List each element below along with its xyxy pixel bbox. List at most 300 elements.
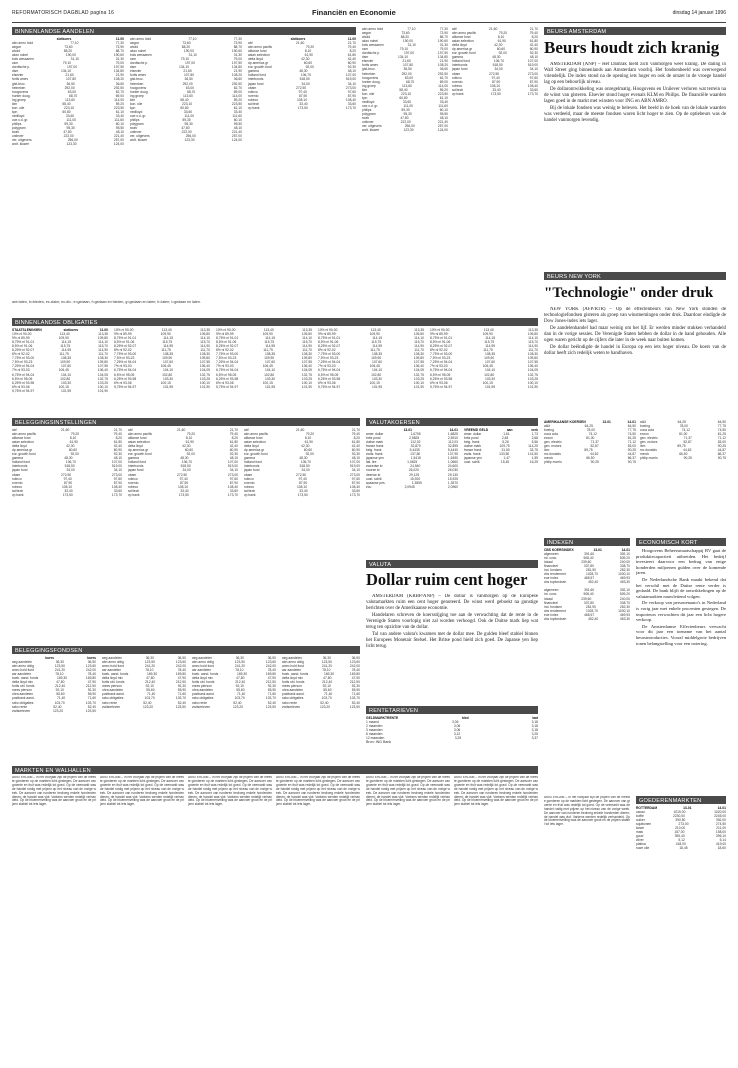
instellingen-list-2 xyxy=(128,428,238,640)
table-row: klm 58,40 59,20 xyxy=(130,97,242,102)
table-row: dp america gr 60,60 60,90 xyxy=(248,61,356,66)
obligaties-table-5 xyxy=(430,328,538,412)
table-row: philips 59,30 60,10 xyxy=(362,107,448,112)
table-row: gen. electric 71,37 71,12 xyxy=(544,440,636,445)
table-row: belg. frank 5,4435 5,4440 xyxy=(366,448,458,453)
table-row: coca cola 74,12 74,50 xyxy=(544,432,636,437)
markten-text-6: AMSTERDAM – In het voorjaar zijn de prijzen van de meeste goederen op de markten licht gestegen. De aanvoer van groente en fruit was redelijk tot goed. Op de veemarkt was de handel rustig met prijzen op het niveau van de vorige week. De aanvoer van runderen bedroeg enkele honderden dieren; de handel was vlot. Varkens werden redelijk verhandeld. Op de bloemenveiling was de aanvoer groot en de prijzen stabiel tot iets lager. xyxy=(454,776,538,807)
table-row: aegon 73,60 73,90 xyxy=(12,45,124,50)
table-row: dsm 134,10 134,80 xyxy=(362,55,448,60)
table-row: bols wessanen 31,10 31,30 xyxy=(12,57,124,62)
table-row: japan fund 34,00 34,10 xyxy=(128,468,238,473)
table-row: 7,25% nl 94-04 107,60 107,55 xyxy=(430,360,538,365)
table-row: interbonds 518,50 519,00 xyxy=(452,63,538,68)
table-row: elsevier 21,60 21,90 xyxy=(12,73,124,78)
table-row: ahold 88,20 88,70 xyxy=(362,35,448,40)
table-row: holland fund 106,70 107,00 xyxy=(12,460,122,465)
section-bar-amsterdam: BEURS AMSTERDAM xyxy=(544,27,726,35)
table-row: obam 272,50 273,00 xyxy=(248,85,356,90)
table-row: 8,75% nl 91-01 114,15 114,10 xyxy=(216,336,312,341)
table-row: wolt. kluwer 123,30 124,00 xyxy=(12,142,124,147)
table-row: 9% nl 89-99 109,90 109,80 xyxy=(12,336,108,341)
table-header: STAATSLENINGEN slotkoers 11.00 xyxy=(12,328,108,332)
table-row: zwitserleven 123,20 123,50 xyxy=(282,704,360,709)
table-row: 6,75% nl 94-04 104,10 104,05 xyxy=(430,368,538,373)
table-row: zwitserleven 123,20 123,50 xyxy=(192,704,276,709)
table-row: 8,25% nl 92-07 114,95 114,90 xyxy=(114,344,210,349)
table-row: financieel 337,80 338,70 xyxy=(544,564,630,569)
aandelen-table xyxy=(12,37,124,295)
table-row: stork 47,80 48,10 xyxy=(12,130,124,135)
table-row: rorento 87,90 87,90 xyxy=(244,480,360,485)
goederen-table xyxy=(636,806,726,1058)
table-row: 6% nl 93-06 100,15 100,10 xyxy=(114,380,210,385)
table-row: ing groep 113,60 114,00 xyxy=(362,83,448,88)
table-row: ahold 88,20 88,70 xyxy=(12,49,124,54)
instellingen-list xyxy=(12,428,122,640)
table-row: gamma 48,30 48,10 xyxy=(12,456,122,461)
table-row: amro hold fund 241,20 242,00 xyxy=(102,664,186,669)
table-row: japan fund 34,00 34,10 xyxy=(248,81,356,86)
table-row: 8,25% nl 92-07 114,95 114,90 xyxy=(318,344,424,349)
table-row: delta lloyd mix 47,80 47,90 xyxy=(12,680,96,685)
table-row: stork 47,80 48,10 xyxy=(362,116,448,121)
table-row: zwits. frank 133,50 141,50 xyxy=(464,452,538,457)
table-row: 8,75% nl 91-01 114,15 114,10 xyxy=(114,336,210,341)
table-row: 6% nl 93-06 100,15 100,10 xyxy=(12,384,108,389)
table-row: 7% nl 93-03 106,45 106,40 xyxy=(318,364,424,369)
table-row: deense kr 29,125 29,130 xyxy=(366,472,458,477)
table-row: 8,75% nl 91-01 114,15 114,10 xyxy=(12,340,108,345)
table-row: boek. aand. fonds 169,30 169,80 xyxy=(282,672,360,677)
table-row: interbonds 518,50 519,00 xyxy=(244,464,360,469)
table-row: 3 maanden 3,06 3,18 xyxy=(366,728,538,733)
table-row: unilever 222,00 221,40 xyxy=(362,120,448,125)
table-row: japan fund 34,00 34,10 xyxy=(244,468,360,473)
table-row: 5,75% nl 94-97 101,95 101,90 xyxy=(430,384,538,389)
table-row: delta lloyd 42,30 42,40 xyxy=(128,444,238,449)
table-header: CBS KOERSINDEX 13-01 14-01 xyxy=(544,548,630,552)
table-row: gamma 48,30 48,10 xyxy=(244,456,360,461)
table-row: dordtsche p. 197,00 197,50 xyxy=(362,51,448,56)
table-row: interbonds 518,50 519,00 xyxy=(128,464,238,469)
table-row: 7,25% nl 94-04 107,60 107,55 xyxy=(318,360,424,365)
instellingen-list-3 xyxy=(244,428,360,640)
table-row: hoogovens 63,00 62,70 xyxy=(362,75,448,80)
table-row: 6,25% nl 93-98 103,30 103,25 xyxy=(318,376,424,381)
table-row: fortis amev 107,80 108,20 xyxy=(12,77,124,82)
table-row: mc donalds 44,62 44,87 xyxy=(640,448,726,453)
table-row: 6,25% nl 93-98 103,30 103,25 xyxy=(216,376,312,381)
table-row: ohra aandelen 55,60 55,90 xyxy=(282,688,360,693)
table-row: ver. uitgevers 256,00 257,00 xyxy=(362,124,448,129)
amerikaanse-koersen xyxy=(544,420,636,532)
table-row: 8,5% nl 91-06 115,75 115,70 xyxy=(318,340,424,345)
table-row: aeg aandelen 36,30 36,50 xyxy=(12,660,96,665)
article-technologie: NEW YORK (AFP/RTR) – Op de effectenbeurs van New York stonden de technologiefondsen gisteren als groep van winstnemingen onder druk. Daardoor eindigde de Dow Jones-index iets lager. De aandelenhandel had maar weinig om het lijf. Er werden minder stukken verhandeld dan in de vorige sessies. De Verenigde Staten hebben de dollar in de hand gehouden. Alle ogen waren gericht op de cijfers die later in de week naar buiten komen. De dollar beëindigde de handel in Europa op een iets hoger niveau. De koers van de dollar heeft zich redelijk weten te handhaven. xyxy=(544,307,726,356)
section-bar-newyork: BEURS NEW YORK xyxy=(544,272,726,280)
table-row: vp bank 173,50 173,70 xyxy=(12,492,122,497)
table-row: 6,5% nl 95-05 102,80 102,75 xyxy=(12,376,108,381)
table-row: rolinco 97,40 97,60 xyxy=(244,476,360,481)
table-row: 8,75% nl 91-01 114,15 114,10 xyxy=(430,336,538,341)
table-row: 6,25% nl 93-98 103,30 103,25 xyxy=(430,376,538,381)
table-row: 6,75% nl 94-04 104,10 104,05 xyxy=(12,372,108,377)
table-row: cbs topfondsen 452,40 453,30 xyxy=(544,580,630,585)
table-row: abn amro hold 77,10 77,30 xyxy=(362,27,448,31)
table-row: obam 272,50 273,00 xyxy=(244,472,360,477)
table-row: rolinco 97,40 97,60 xyxy=(128,476,238,481)
table-row: noorse kr 26,020 26,030 xyxy=(366,468,458,473)
table-row: aegon 73,60 73,90 xyxy=(362,31,448,36)
table-row: amro hold fund 241,20 242,00 xyxy=(12,668,96,673)
table-row: nedlloyd 33,60 33,40 xyxy=(12,113,124,118)
table-row: sci/tech 33,40 33,60 xyxy=(244,488,360,493)
table-row: abf 21,60 21,70 xyxy=(12,428,122,432)
table-row: dp america gr 60,60 60,90 xyxy=(244,448,360,453)
table-row: ibm 89,75 90,25 xyxy=(544,448,636,453)
table-row: ohra aandelen 55,60 55,90 xyxy=(192,688,276,693)
table-row: tarwe 210,00 211,00 xyxy=(636,826,726,831)
table-row: 9% nl 89-99 109,90 109,80 xyxy=(114,332,210,337)
table-row: cbs topfondsen 452,40 453,30 xyxy=(544,616,630,621)
table-row: oce-v.d. gr. 111,00 111,60 xyxy=(362,103,448,108)
table-row: holland fund 106,70 107,00 xyxy=(248,73,356,78)
table-row: hoogovens 63,00 62,70 xyxy=(12,89,124,94)
table-row: 8,75% nl 91-01 114,15 114,10 xyxy=(318,336,424,341)
table-header: VREEMD GELD aan verk xyxy=(464,428,538,432)
table-row: rabo obligaties 103,70 103,70 xyxy=(282,696,360,701)
table-row: 5,75% nl 94-97 101,95 101,90 xyxy=(216,384,312,389)
table-row: asian selection 61,90 61,80 xyxy=(244,440,360,445)
table-row: 7% nl 93-03 106,45 106,40 xyxy=(12,368,108,373)
table-row: 8% nl 92-02 111,75 111,70 xyxy=(318,348,424,353)
table-row: amro hold fund 241,20 242,00 xyxy=(192,664,276,669)
rente-table xyxy=(366,716,538,766)
table-row: postbank aand. 71,40 71,60 xyxy=(102,692,186,697)
section-bar-valutakoersen: VALUTAKOERSEN xyxy=(366,418,538,426)
table-row: lokaal 239,60 240,00 xyxy=(544,596,630,601)
table-row: 10% nl 90-00 113,40 113,35 xyxy=(12,332,108,337)
issue-date: dinsdag 14 januari 1996 xyxy=(672,10,726,16)
table-row: 10% nl 90-00 113,40 113,35 xyxy=(216,328,312,332)
table-row: 6,5% nl 95-05 102,80 102,75 xyxy=(318,372,424,377)
table-row: eur. growth fund 92,00 92,30 xyxy=(452,51,538,56)
table-row: ver. uitgevers 256,00 257,00 xyxy=(130,134,242,139)
table-row: elsevier 21,60 21,90 xyxy=(362,59,448,64)
table-row: 7,75% nl 93-00 108,35 108,30 xyxy=(12,356,108,361)
aandelen-table-2 xyxy=(130,37,242,295)
table-row: abn amro oblig 123,50 123,60 xyxy=(102,660,186,665)
table-row: platina 418,00 419,00 xyxy=(636,842,726,847)
table-row: ohra aandelen 55,60 55,90 xyxy=(12,692,96,697)
table-row: 7,75% nl 93-00 108,35 108,30 xyxy=(216,352,312,357)
table-row: gamma 48,30 48,10 xyxy=(248,69,356,74)
section-bar-goederen: GOEDERENMARKTEN xyxy=(636,796,726,804)
table-row: 8,25% nl 92-07 114,95 114,90 xyxy=(216,344,312,349)
table-row: cbs rendement 1028,70 1030,10 xyxy=(544,608,630,613)
table-row: rabo rente 52,40 52,40 xyxy=(12,704,96,709)
table-row: hunter doug. 68,70 69,00 xyxy=(362,79,448,84)
obligaties-table-4 xyxy=(318,328,424,412)
header-rule xyxy=(12,22,726,23)
table-row: int. conc. 508,40 509,20 xyxy=(544,556,630,561)
table-row: 6 maanden 3,12 3,25 xyxy=(366,732,538,737)
markten-text-1: AMSTERDAM – In het voorjaar zijn de prijzen van de meeste goederen op de markten licht gestegen. De aanvoer van groente en fruit was redelijk tot goed. Op de veemarkt was de handel rustig met prijzen op het niveau van de vorige week. De aanvoer van runderen bedroeg enkele honderden dieren; de handel was vlot. Varkens werden redelijk verhandeld. Op de bloemenveiling was de aanvoer groot en de prijzen stabiel tot iets lager. xyxy=(12,776,96,807)
table-row: philips 59,30 60,10 xyxy=(130,117,242,122)
table-row: rabo obligaties 103,70 103,70 xyxy=(192,696,276,701)
table-row: abf 21,60 21,70 xyxy=(248,41,356,46)
vreemd-geld-table xyxy=(464,428,538,556)
instellingen-table xyxy=(248,37,356,295)
table-row: eur. growth fund 92,00 92,30 xyxy=(248,65,356,70)
table-row: interbonds 518,50 519,00 xyxy=(12,464,122,469)
table-row: ver. uitgevers 256,00 257,00 xyxy=(12,138,124,143)
table-row: 5,75% nl 94-97 101,95 101,90 xyxy=(318,384,424,389)
table-row: 7% nl 93-03 106,45 106,40 xyxy=(216,364,312,369)
table-row: 6,5% nl 95-05 102,80 102,75 xyxy=(216,372,312,377)
table-row: alliance fund 8,10 8,20 xyxy=(128,436,238,441)
table-row: gist-broc. 36,50 36,60 xyxy=(362,67,448,72)
table-row: heineken 292,00 292,50 xyxy=(130,81,242,86)
table-row: 6% nl 93-06 100,15 100,10 xyxy=(430,380,538,385)
article-kranig: AMSTERDAM (ANP) – Het Damrak hield zich vanmorgen weer kranig. De daling in Wall Street ging binnenlands aan Amsterdam voorbij. Het fondsenbeeld was overwegend vriendelijk. De index stond na de opening iets hoger en ook de omzet in de vroege handel lag op een behoorlijk niveau. De dollarontwikkeling was onregelmatig. Hoogovens en Unilever verloren wat terrein na de winst van gisteren. Elsevier stond hoger evenals KLM en Philips. De financiële waarden lagen goed in de markt met winsten voor ING en ABN AMRO. Bij de lokale fondsen was weinig te beleven. Het beeld in de hoek van de lokale waarden was verdeeld, maar de meeste fondsen waren licht hoger te zien. Op de optiebeurs was de handel vanmorgen levendig. xyxy=(544,62,726,123)
table-row: abn amro hold 77,10 77,30 xyxy=(12,41,124,46)
table-row: duitse mark 109,75 114,25 xyxy=(464,444,538,449)
table-row: cacao 1015,00 1020,00 xyxy=(636,810,726,815)
table-row: algemeen 391,60 392,10 xyxy=(544,552,630,557)
table-row: abn amro pacific 79,20 79,40 xyxy=(244,432,360,437)
table-row: suiker 390,50 392,00 xyxy=(636,818,726,823)
headline-kranig: Beurs houdt zich kranig xyxy=(544,38,720,57)
table-row: zilver 5,12 5,14 xyxy=(636,838,726,843)
table-row: ruwe olie 18,45 18,60 xyxy=(636,846,726,851)
table-row: wolt. kluwer 123,30 124,00 xyxy=(362,128,448,133)
table-row: oost. schill. 15,920 15,925 xyxy=(366,476,458,481)
table-row: csm 79,10 79,00 xyxy=(130,57,242,62)
table-row: abn amro oblig 123,50 123,60 xyxy=(192,660,276,665)
section-bar-indexen: INDEXEN xyxy=(544,538,630,546)
table-row: fortis amev 107,80 108,20 xyxy=(362,63,448,68)
table-row: sci/tech 33,40 33,60 xyxy=(248,101,356,106)
table-row: koffie 2230,00 2245,00 xyxy=(636,814,726,819)
table-row: 7,75% nl 93-00 108,35 108,30 xyxy=(430,352,538,357)
table-row: lokaal 239,60 240,00 xyxy=(544,560,630,565)
table-row: unilever 222,00 221,40 xyxy=(12,134,124,139)
table-header: slotkoers 11.00 xyxy=(290,37,356,41)
table-row: heineken 292,00 292,50 xyxy=(12,85,124,90)
table-row: 8,25% nl 92-07 114,95 114,90 xyxy=(430,344,538,349)
table-row: boeing 78,00 77,75 xyxy=(640,424,726,429)
table-row: rabo rente 52,40 52,40 xyxy=(102,700,186,705)
table-row: 7,5% nl 93-23 109,90 109,80 xyxy=(216,356,312,361)
table-row: delta lloyd mix 47,80 47,90 xyxy=(192,676,276,681)
table-row: obam 272,50 273,00 xyxy=(452,71,538,76)
table-row: 8,5% nl 91-06 115,75 115,70 xyxy=(12,344,108,349)
table-row: kpn 60,80 61,10 xyxy=(12,109,124,114)
table-row: 5,75% nl 94-97 101,95 101,90 xyxy=(114,384,210,389)
table-row: alliance fund 8,10 8,20 xyxy=(452,35,538,40)
table-row: 6,5% nl 95-05 102,80 102,75 xyxy=(114,372,210,377)
table-row: 7,75% nl 93-00 108,35 108,30 xyxy=(318,352,424,357)
table-row: 6,75% nl 94-04 104,10 104,05 xyxy=(216,368,312,373)
table-row: 7,5% nl 93-23 109,90 109,80 xyxy=(430,356,538,361)
table-row: csm 79,10 79,00 xyxy=(12,61,124,66)
table-row: dsm 134,10 134,80 xyxy=(130,65,242,70)
table-row: bols wessanen 31,10 31,30 xyxy=(362,43,448,48)
rente-source: Bron: ING Bank xyxy=(366,740,392,745)
table-row: asian selection 61,90 61,80 xyxy=(452,39,538,44)
markten-text-4: AMSTERDAM – In het voorjaar zijn de prijzen van de meeste goederen op de markten licht gestegen. De aanvoer van groente en fruit was redelijk tot goed. Op de veemarkt was de handel rustig met prijzen op het niveau van de vorige week. De aanvoer van runderen bedroeg enkele honderden dieren; de handel was vlot. Varkens werden redelijk verhandeld. Op de bloemenveiling was de aanvoer groot en de prijzen stabiel tot iets lager. xyxy=(276,776,360,807)
fondsen-table-3 xyxy=(192,656,276,760)
table-row: coca cola 74,12 74,50 xyxy=(640,428,726,433)
table-row: asr aandelen 78,10 78,40 xyxy=(12,672,96,677)
table-row: rorento 87,90 87,90 xyxy=(452,79,538,84)
table-header: 13-01 14-01 xyxy=(403,428,458,432)
table-row: amer. dollar 1,61 1,73 xyxy=(464,432,538,437)
table-row: cbs rendement 1028,70 1030,10 xyxy=(544,572,630,577)
table-row: int. conc. 508,40 509,20 xyxy=(544,592,630,597)
table-row: financieel 337,80 338,70 xyxy=(544,600,630,605)
table-row: 7,5% nl 93-23 109,90 109,80 xyxy=(12,360,108,365)
table-row: polygram 95,30 95,50 xyxy=(362,111,448,116)
table-row: 8,5% nl 91-06 115,75 115,70 xyxy=(216,340,312,345)
table-row: alliance fund 8,10 8,20 xyxy=(12,436,122,441)
table-row: oce-v.d. gr. 111,00 111,60 xyxy=(12,117,124,122)
table-row: robeco 108,10 108,40 xyxy=(452,83,538,88)
table-row: asr aandelen 78,10 78,40 xyxy=(282,668,360,673)
table-row: 6% nl 93-06 100,15 100,10 xyxy=(318,380,424,385)
table-row: rorento 87,90 87,90 xyxy=(128,480,238,485)
table-row: aeg aandelen 36,30 36,50 xyxy=(192,656,276,660)
table-row: eur. growth fund 92,00 92,30 xyxy=(244,452,360,457)
table-row: japanse yen 1,47 1,59 xyxy=(464,456,538,461)
table-row: ahold 88,20 88,70 xyxy=(130,45,242,50)
table-row: mees pierson 92,10 92,30 xyxy=(102,684,186,689)
table-row: zwitserleven 123,20 123,50 xyxy=(102,704,186,709)
table-row: gist-broc. 36,50 36,60 xyxy=(12,81,124,86)
table-row: vp bank 173,50 173,70 xyxy=(452,91,538,96)
table-row: obam 272,50 273,00 xyxy=(12,472,122,477)
table-row: 10% nl 90-00 113,40 113,35 xyxy=(430,328,538,332)
table-row: 2 maanden 3,06 3,18 xyxy=(366,724,538,729)
table-row: 7,25% nl 94-04 107,60 107,55 xyxy=(12,364,108,369)
table-row: rolinco 97,40 97,60 xyxy=(12,476,122,481)
table-row: abf 21,60 21,70 xyxy=(244,428,360,432)
table-row: nedlloyd 33,60 33,40 xyxy=(362,99,448,104)
table-row: unilever 222,00 221,40 xyxy=(130,130,242,135)
table-row: rabo rente 52,40 52,40 xyxy=(192,700,276,705)
table-row: dp america gr 60,60 60,90 xyxy=(128,448,238,453)
table-row: 8,5% nl 91-06 115,75 115,70 xyxy=(114,340,210,345)
obligaties-table-3 xyxy=(216,328,312,412)
table-row: japan fund 34,00 34,10 xyxy=(12,468,122,473)
table-row: 12 maanden 3,25 3,37 xyxy=(366,736,538,741)
table-row: klm 58,40 59,20 xyxy=(12,101,124,106)
table-row: at&t 64,25 64,50 xyxy=(640,420,726,424)
table-row: ohra aandelen 55,60 55,90 xyxy=(102,688,186,693)
table-row: japanse yen 1,5415 1,5490 xyxy=(366,456,458,461)
table-row: aeg aandelen 36,30 36,50 xyxy=(282,656,360,660)
table-row: algemeen 391,60 392,10 xyxy=(544,588,630,593)
markten-text-3: AMSTERDAM – In het voorjaar zijn de prijzen van de meeste goederen op de markten licht gestegen. De aanvoer van groente en fruit was redelijk tot goed. Op de veemarkt was de handel rustig met prijzen op het niveau van de vorige week. De aanvoer van runderen bedroeg enkele honderden dieren; de handel was vlot. Varkens werden redelijk verhandeld. Op de bloemenveiling was de aanvoer groot en de prijzen stabiel tot iets lager. xyxy=(188,776,272,807)
section-bar-instellingen: BELEGGINGSINSTELLINGEN xyxy=(12,418,360,426)
middle-table-1 xyxy=(362,27,448,317)
table-row: 9% nl 89-99 109,90 109,80 xyxy=(318,332,424,337)
table-row: 8% nl 92-02 111,75 111,70 xyxy=(430,348,538,353)
table-row: delta lloyd 42,30 42,40 xyxy=(452,43,538,48)
table-row: at&t 64,25 64,50 xyxy=(544,424,636,429)
table-row: belg. frank 5,26 5,56 xyxy=(464,440,538,445)
table-row: 8% nl 92-02 111,75 111,70 xyxy=(114,348,210,353)
section-bar-markten: MARKTEN EN WALHALLEN xyxy=(12,766,538,774)
headline-dollar: Dollar ruim cent hoger xyxy=(366,570,528,589)
table-row: akzo nobel 190,00 190,60 xyxy=(130,49,242,54)
table-row: abn amro pacific 79,20 79,40 xyxy=(12,432,122,437)
table-row: vp bank 173,50 173,70 xyxy=(248,105,356,110)
table-row: philip morris 90,25 90,75 xyxy=(544,460,636,465)
table-row: 7,25% nl 94-04 107,60 107,55 xyxy=(114,360,210,365)
table-row: abn amro pacific 79,20 79,40 xyxy=(452,31,538,36)
section-bar-fondsen: BELEGGINGSFONDSEN xyxy=(12,646,360,654)
table-row: dp america gr 60,60 60,90 xyxy=(452,47,538,52)
table-row: rabo obligaties 103,70 103,70 xyxy=(12,700,96,705)
table-row: philips 59,30 60,10 xyxy=(12,121,124,126)
obligaties-table xyxy=(12,328,108,412)
table-row: ind. fondsen 281,90 282,30 xyxy=(544,568,630,573)
table-row: boek. aand. fonds 169,30 169,80 xyxy=(12,676,96,681)
table-row: kpn 60,80 61,10 xyxy=(362,95,448,100)
table-row: oce-v.d. gr. 111,00 111,60 xyxy=(130,113,242,118)
table-header: GELDMARKTRENTE bied laat xyxy=(366,716,538,720)
table-row: elsevier 21,60 21,90 xyxy=(130,69,242,74)
table-row: franse frank 32,870 32,895 xyxy=(366,444,458,449)
table-row: 7,75% nl 93-00 108,35 108,30 xyxy=(114,352,210,357)
table-row: heineken 292,00 292,50 xyxy=(362,71,448,76)
table-row: robeco 108,10 108,40 xyxy=(244,484,360,489)
table-row: postbank aand. 71,40 71,60 xyxy=(192,692,276,697)
fondsen-table-2 xyxy=(102,656,186,760)
table-row: postbank aand. 71,40 71,60 xyxy=(282,692,360,697)
table-row: asian selection 61,90 61,80 xyxy=(128,440,238,445)
table-row: franse frank 31,50 33,75 xyxy=(464,448,538,453)
table-row: rabo obligaties 103,70 103,70 xyxy=(102,696,186,701)
table-row: brits pond 2,48 2,68 xyxy=(464,436,538,441)
table-row: oost. schill. 15,45 16,25 xyxy=(464,460,538,465)
table-row: dordtsche p. 197,00 197,50 xyxy=(12,65,124,70)
table-row: rabo rente 52,40 52,40 xyxy=(282,700,360,705)
table-row: bols wessanen 31,10 31,30 xyxy=(130,53,242,58)
table-row: 1 maand 3,06 3,18 xyxy=(366,720,538,725)
section-bar-rente: RENTETARIEVEN xyxy=(366,706,538,714)
table-row: amro hold fund 241,20 242,00 xyxy=(282,664,360,669)
fondsen-table-4 xyxy=(282,656,360,760)
table-row: zweedse kr 24,540 24,600 xyxy=(366,464,458,469)
section-bar-aandelen: BINNENLANDSE AANDELEN xyxy=(12,27,356,35)
table-row: aeg aandelen 36,30 36,50 xyxy=(102,656,186,660)
table-row: asr aandelen 78,10 78,40 xyxy=(102,668,186,673)
table-row: interbonds 518,50 519,00 xyxy=(248,77,356,82)
table-row: abf 21,60 21,70 xyxy=(128,428,238,432)
table-row: mais 157,00 158,00 xyxy=(636,830,726,835)
table-row: 7,5% nl 93-23 109,90 109,80 xyxy=(114,356,210,361)
table-row: kon. olie 223,10 223,50 xyxy=(130,101,242,106)
table-row: nedlloyd 33,60 33,40 xyxy=(130,109,242,114)
markten-text-5: AMSTERDAM – In het voorjaar zijn de prijzen van de meeste goederen op de markten licht gestegen. De aanvoer van groente en fruit was redelijk tot goed. Op de veemarkt was de handel rustig met prijzen op het niveau van de vorige week. De aanvoer van runderen bedroeg enkele honderden dieren; de handel was vlot. Varkens werden redelijk verhandeld. Op de bloemenveiling was de aanvoer groot en de prijzen stabiel tot iets lager. xyxy=(366,776,450,807)
table-row: alliance fund 8,10 8,20 xyxy=(244,436,360,441)
table-row: obam 272,50 273,00 xyxy=(128,472,238,477)
table-row: 8% nl 92-02 111,75 111,70 xyxy=(216,348,312,353)
